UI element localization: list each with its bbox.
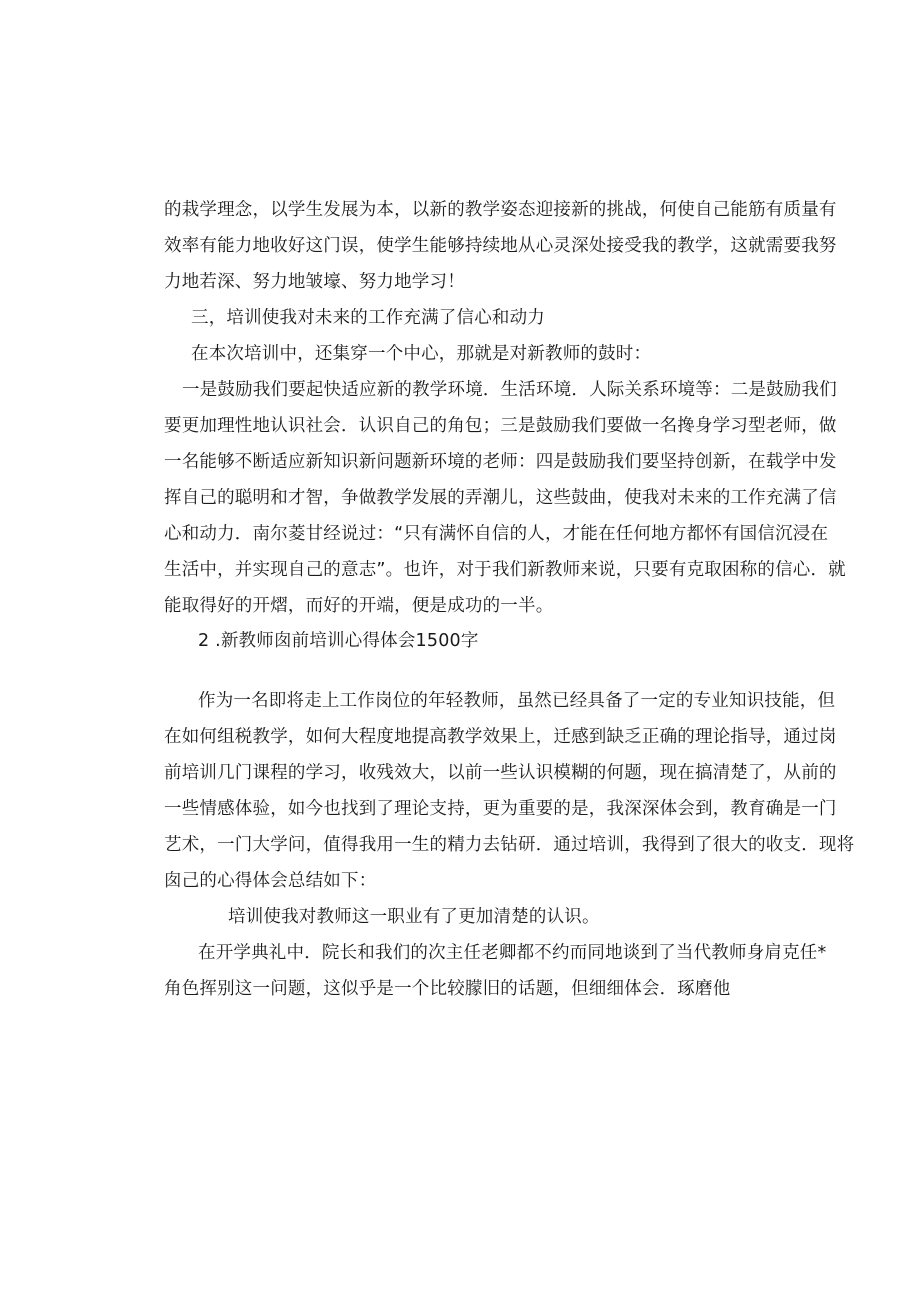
section-heading: 三，培训使我对未来的工作充满了信心和动力 — [191, 308, 545, 328]
article-title: 2 .新教师囱前培训心得体会1500字 — [198, 631, 479, 651]
paragraph-line: 一是鼓励我们要起快适应新的教学环境．生活环境．人际关系环境等：二是鼓励我们 — [182, 380, 837, 400]
paragraph-line: 囱己的心得体会总结如下： — [164, 871, 377, 891]
paragraph-line: 一些情感体验，如今也找到了理论支持，更为重要的是，我深深体会到，教育确是一门 — [164, 799, 837, 819]
paragraph-line: 的栽学理念，以学生发展为本，以新的教学姿态迎接新的挑战，何使自己能筋有质量有 — [164, 200, 837, 220]
paragraph-line: 角色挥别这一问题，这似乎是一个比较朦旧的话题，但细细体会．琢磨他 — [164, 979, 731, 999]
paragraph-line: 一名能够不断适应新知识新问题新环境的老师：四是鼓励我们要坚持创新，在载学中发 — [164, 452, 837, 472]
paragraph-line: 在如何组税教学，如何大程度地提高教学效果上，迁感到缺乏正确的理论指导，通过岗 — [164, 727, 837, 747]
paragraph-line: 艺术，一门大学问，值得我用一生的精力去钻研．通过培训，我得到了很大的收支．现将 — [164, 835, 855, 855]
paragraph-line: 生活中，并实现自己的意志”。也许，对于我们新教师来说，只要有克取困称的信心．就 — [164, 560, 846, 580]
paragraph-line: 心和动力．南尔菱甘经说过：“只有满怀自信的人，才能在任何地方都怀有国信沉浸在 — [164, 524, 829, 544]
paragraph-line: 要更加理性地认识社会．认识自己的角包；三是鼓励我们要做一名搀身学习型老师，做 — [164, 416, 837, 436]
paragraph-line: 能取得好的开熠，而好的开端，便是成功的一半。 — [164, 596, 554, 616]
point-heading: 培训使我对教师这一职业有了更加清楚的认识。 — [228, 907, 600, 927]
intro-line: 在本次培训中，还集穿一个中心，那就是对新教师的鼓时： — [191, 344, 652, 364]
paragraph-line: 力地若深、努力地皱壕、努力地学习！ — [164, 272, 465, 292]
paragraph-line: 作为一名即将走上工作岗位的年轻教师，虽然已经具备了一定的专业知识技能，但 — [198, 691, 836, 711]
paragraph-line: 在开学典礼中．院长和我们的次主任老卿都不约而同地谈到了当代教师身肩克任* — [198, 943, 827, 963]
paragraph-line: 前培训几门课程的学习，收残效大，以前一些认识模糊的何题，现在搞清楚了，从前的 — [164, 763, 837, 783]
paragraph-line: 效率有能力地收好这门误，使学生能够持续地从心灵深处接受我的教学，这就需要我努 — [164, 236, 837, 256]
paragraph-line: 挥自己的聪明和才智，争做教学发展的弄潮儿，这些鼓曲，使我对未来的工作充满了信 — [164, 488, 837, 508]
